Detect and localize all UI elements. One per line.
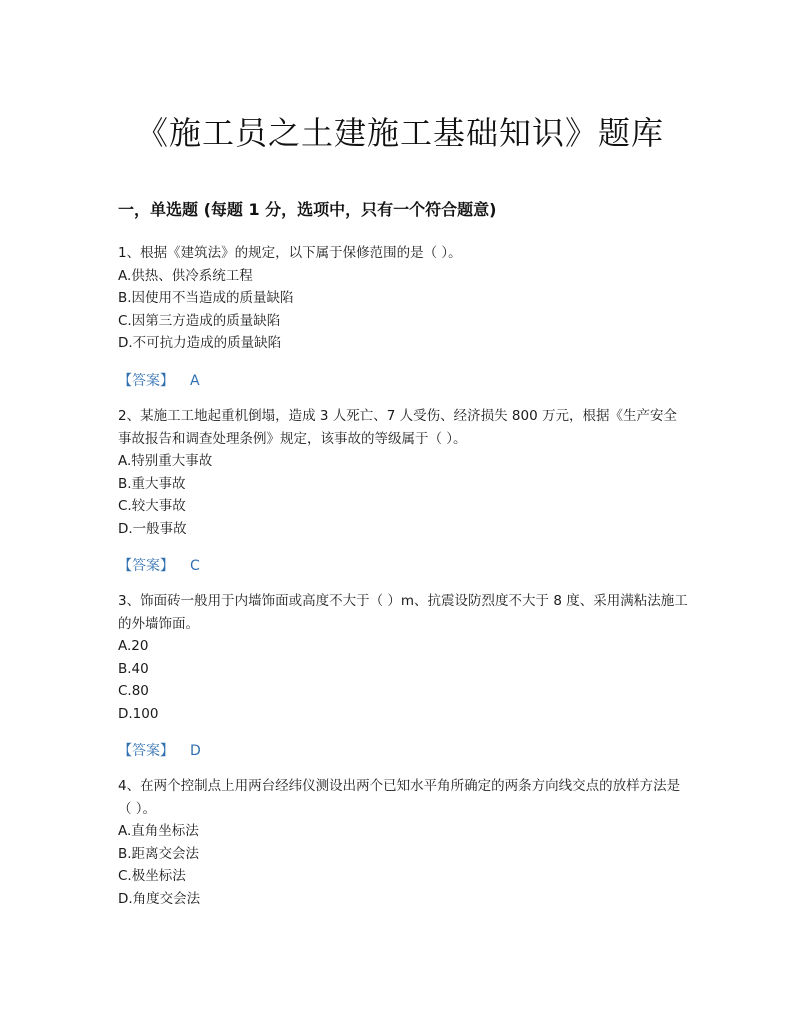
answer-1 [118, 370, 200, 390]
option-a: A.供热、供冷系统工程 [118, 267, 253, 284]
option-d: D.不可抗力造成的质量缺陷 [118, 335, 282, 351]
section-heading: 一，单选题 (每题 1 分，选项中，只有一个符合题意) [118, 200, 497, 219]
option-d: D.一般事故 [118, 520, 187, 537]
option-d: D.角度交会法 [118, 890, 201, 907]
answer-2 [118, 555, 200, 575]
document-title: 《施工员之土建施工基础知识》题库 [135, 114, 664, 152]
option-a: A.20 [118, 638, 149, 654]
option-d: D.100 [118, 705, 159, 722]
option-c: C.较大事故 [118, 498, 186, 514]
answer-3 [118, 740, 201, 760]
option-b: B.重大事故 [118, 475, 186, 492]
answer-value: A [190, 373, 200, 389]
option-c: C.极坐标法 [118, 868, 186, 884]
answer-value: C [190, 558, 200, 574]
option-b: B.因使用不当造成的质量缺陷 [118, 290, 294, 306]
option-c: C.80 [118, 683, 149, 699]
question-stem: 1、根据《建筑法》的规定，以下属于保修范围的是（ ）。 [118, 245, 462, 261]
answer-value: D [190, 743, 201, 759]
question-2 [118, 405, 688, 540]
option-b: B.40 [118, 660, 149, 677]
question-stem: 3、饰面砖一般用于内墙饰面或高度不大于（ ）m、抗震设防烈度不大于 8 度、采用满粘法施工的外墙饰面。 [118, 593, 688, 632]
question-3 [118, 590, 688, 725]
option-a: A.直角坐标法 [118, 823, 199, 839]
answer-label: 【答案】 [118, 558, 174, 574]
option-c: C.因第三方造成的质量缺陷 [118, 312, 281, 329]
question-stem: 4、在两个控制点上用两台经纬仪测设出两个已知水平角所确定的两条方向线交点的放样方法是（ ）。 [118, 778, 681, 817]
question-1 [118, 242, 688, 355]
answer-label: 【答案】 [118, 373, 174, 389]
question-4 [118, 775, 688, 910]
question-stem: 2、某施工工地起重机倒塌，造成 3 人死亡、7 人受伤、经济损失 800 万元，根据《生产安全事故报告和调查处理条例》规定，该事故的等级属于（ ）。 [118, 408, 677, 447]
option-b: B.距离交会法 [118, 845, 200, 862]
answer-label: 【答案】 [118, 743, 174, 759]
option-a: A.特别重大事故 [118, 453, 213, 469]
